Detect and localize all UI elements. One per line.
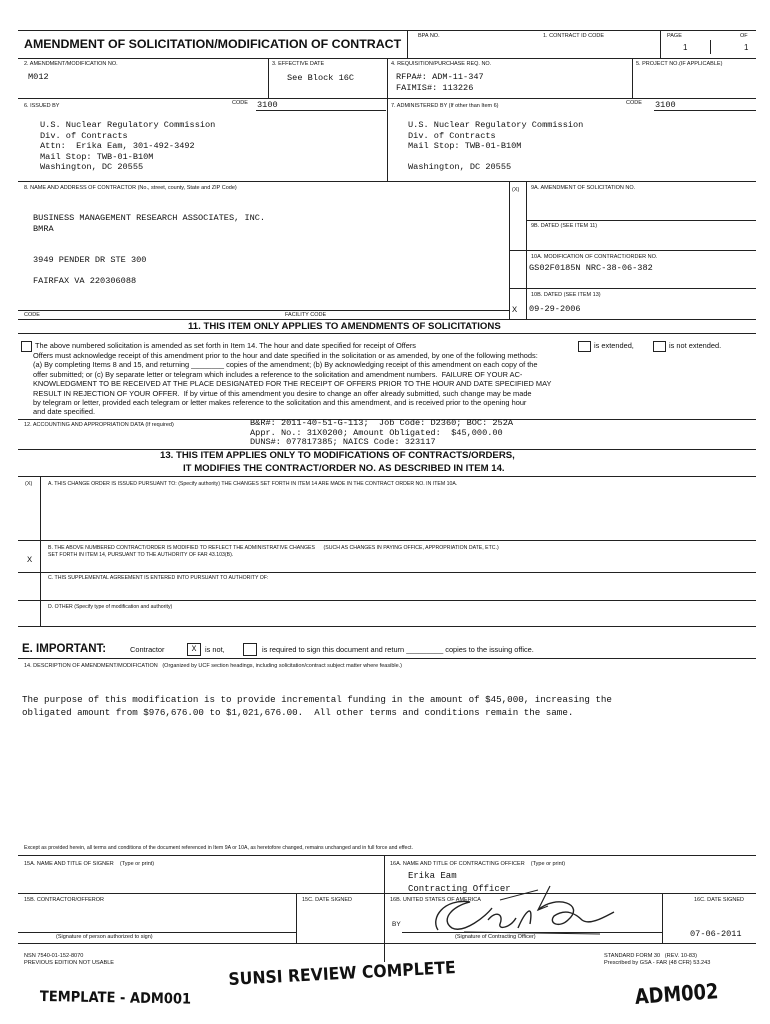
item13-x-label: (X) [25, 481, 33, 487]
contractor-word: Contractor [130, 645, 165, 654]
item11-checkbox[interactable] [21, 341, 32, 352]
item13-a: A. THIS CHANGE ORDER IS ISSUED PURSUANT TO: (Specify authority) THE CHANGES SET FORTH IN ITEM 14 ARE MADE IN THE CONTRACT ORDER NO. IN ITEM 10A. [48, 481, 458, 487]
16c-value: 07-06-2011 [690, 929, 742, 939]
administered-by-value: U.S. Nuclear Regulatory Commission Div. of Contracts Mail Stop: TWB-01-B10M Washington, DC 20555 [408, 120, 584, 172]
10b-value: 09-29-2006 [529, 304, 581, 314]
16c-label: 16C. DATE SIGNED [694, 897, 745, 903]
nsn-text: NSN 7540-01-152-8070 PREVIOUS EDITION NOT USABLE [24, 953, 115, 966]
10b-label: 10B. DATED (SEE ITEM 13) [531, 292, 601, 298]
9b-label: 9B. DATED (SEE ITEM 11) [531, 223, 598, 229]
contract-id-label: 1. CONTRACT ID CODE [543, 33, 605, 39]
issued-by-label: 6. ISSUED BY [24, 103, 60, 109]
item14-value: The purpose of this modification is to provide incremental funding in the amount of $45,000, increasing the obligated amount from $976,676.00 to $1,021,676.00. All other terms and conditions remain the same. [22, 694, 612, 718]
extended-checkbox[interactable] [578, 341, 591, 352]
effective-date-label: 3. EFFECTIVE DATE [272, 61, 325, 67]
important-rest: is required to sign this document and return _________ copies to the issuing office. [262, 645, 534, 654]
template-stamp: TEMPLATE - ADM001 [39, 989, 192, 1008]
item13-title-2: IT MODIFIES THE CONTRACT/ORDER NO. AS DESCRIBED IN ITEM 14. [183, 463, 505, 474]
15a-label: 15A. NAME AND TITLE OF SIGNER (Type or print) [24, 861, 155, 867]
item11-title: 11. THIS ITEM ONLY APPLIES TO AMENDMENTS OF SOLICITATIONS [188, 321, 501, 332]
issued-code-label: CODE [232, 100, 248, 106]
amendment-no-label: 2. AMENDMENT/MODIFICATION NO. [24, 61, 118, 67]
sunsi-stamp: SUNSI REVIEW COMPLETE [228, 958, 457, 990]
is-extended-label: is extended, [594, 341, 634, 350]
bpa-label: BPA NO. [418, 33, 440, 39]
item12-label: 12. ACCOUNTING AND APPROPRIATION DATA (If required) [24, 422, 174, 428]
of-label: OF [740, 33, 748, 39]
item13-d: D. OTHER (Specify type of modification and authority) [48, 604, 173, 610]
except-clause: Except as provided herein, all terms and conditions of the document referenced in Item 9A or 10A, as heretofore changed, remains unchanged and in full force and effect. [24, 845, 413, 851]
item13-b-mark[interactable]: X [27, 555, 33, 565]
item11-line1: The above numbered solicitation is amended as set forth in Item 14. The hour and date specified for receipt of Offers [35, 341, 416, 350]
10a-label: 10A. MODIFICATION OF CONTRACT/ORDER NO. [531, 254, 658, 260]
is-not-checkbox[interactable]: X [187, 643, 201, 656]
standard-form-text: STANDARD FORM 30 (REV. 10-83) Prescribed by GSA - FAR (48 CFR) 53.243 [604, 953, 711, 966]
item13-b: B. THE ABOVE NUMBERED CONTRACT/ORDER IS MODIFIED TO REFLECT THE ADMINISTRATIVE CHANGES (SUCH AS CHANGES IN PAYING OFFICE, APPROPRIATION DATE, ETC.) SET FORTH IN ITEM 14, PURSUANT TO THE AUTHORITY OF FAR 43.103(B). [48, 545, 499, 558]
10a-value: GS02F0185N NRC-38-06-382 [529, 263, 653, 273]
page-label: PAGE [667, 33, 682, 39]
16a-label: 16A. NAME AND TITLE OF CONTRACTING OFFICER (Type or print) [390, 861, 566, 867]
not-extended-label: is not extended. [669, 341, 722, 350]
page-count: 1 [744, 43, 749, 52]
effective-date-value: See Block 16C [287, 73, 355, 83]
contractor-value: BUSINESS MANAGEMENT RESEARCH ASSOCIATES, INC. BMRA 3949 PENDER DR STE 300 FAIRFAX VA 220306088 [33, 213, 266, 286]
adm-stamp: ADM002 [634, 979, 720, 1009]
16b-by: BY [392, 921, 401, 928]
facility-code-label: FACILITY CODE [285, 312, 327, 318]
page-number: 1 [683, 43, 688, 52]
project-no-label: 5. PROJECT NO.(IF APPLICABLE) [636, 61, 723, 67]
contractor-code-label: CODE [24, 312, 40, 318]
contractor-label: 8. NAME AND ADDRESS OF CONTRACTOR (No., street, county, State and ZIP Code) [24, 185, 237, 191]
form-title: AMENDMENT OF SOLICITATION/MODIFICATION OF CONTRACT [24, 37, 402, 51]
15b-label: 15B. CONTRACTOR/OFFEROR [24, 897, 104, 903]
admin-code-value: 3100 [655, 100, 676, 110]
item13-title-1: 13. THIS ITEM APPLIES ONLY TO MODIFICATIONS OF CONTRACTS/ORDERS, [160, 450, 515, 461]
issued-code-value: 3100 [257, 100, 278, 110]
contracting-officer-signature [400, 880, 630, 940]
item12-value: B&R#: 2011-40-51-G-113; Job Code: D2360; BOC: 252A Appr. No.: 31X0200; Amount Obligated: $45,000.00 DUNS#: 077817385; NAICS Code: 323117 [250, 418, 514, 448]
is-required-checkbox[interactable] [243, 643, 257, 656]
not-extended-checkbox[interactable] [653, 341, 666, 352]
important-label: E. IMPORTANT: [22, 643, 107, 655]
is-not-label: is not, [205, 645, 225, 654]
requisition-value: RFPA#: ADM-11-347 FAIMIS#: 113226 [396, 72, 484, 93]
15b-sub: (Signature of person authorized to sign) [56, 934, 153, 940]
admin-code-label: CODE [626, 100, 642, 106]
16b-label: 16B. UNITED STATES OF AMERICA [390, 897, 481, 903]
requisition-label: 4. REQUISITION/PURCHASE REQ. NO. [391, 61, 492, 67]
9a-label: 9A. AMENDMENT OF SOLICITATION NO. [531, 185, 636, 191]
x-column-label: (X) [512, 187, 520, 193]
item14-label: 14. DESCRIPTION OF AMENDMENT/MODIFICATION (Organized by UCF section headings, including solicitation/contract subject matter where feasible.) [24, 663, 403, 669]
15c-label: 15C. DATE SIGNED [302, 897, 353, 903]
item13-c: C. THIS SUPPLEMENTAL AGREEMENT IS ENTERED INTO PURSUANT TO AUTHORITY OF: [48, 575, 269, 581]
amendment-no-value: M012 [28, 72, 49, 82]
10b-x-mark[interactable]: X [512, 305, 518, 315]
item11-body: Offers must acknowledge receipt of this amendment prior to the hour and date specified in the solicitation or as amended, by one of the following methods: (a) By completing Items 8 and 15, and returning ________ copies of the amendment; (b) By acknowledging receipt of this amendment on each copy of the offer submitted; or (c) By separate letter or telegram which includes a reference to the solicitation and amendment numbers. FAILURE OF YOUR AC- KNOWLEDGMENT TO BE RECEIVED AT THE PLACE DESIGNATED FOR THE RECEIPT OF OFFERS PRIOR TO THE HOUR AND DATE SPECIFIED MAY RESULT IN REJECTION OF YOUR OFFER. If by virtue of this amendment you desire to change an offer already submitted, such change may be made by telegram or letter, provided each telegram or letter makes reference to the solicitation and this amendment, and is received prior to the opening hour and date specified. [33, 351, 552, 417]
administered-by-label: 7. ADMINISTERED BY (If other than Item 6) [391, 103, 499, 109]
issued-by-value: U.S. Nuclear Regulatory Commission Div. of Contracts Attn: Erika Eam, 301-492-3492 Mail Stop: TWB-01-B10M Washington, DC 20555 [40, 120, 216, 172]
16a-value: Erika Eam Contracting Officer [408, 871, 511, 894]
16b-sub: (Signature of Contracting Officer) [455, 934, 536, 940]
